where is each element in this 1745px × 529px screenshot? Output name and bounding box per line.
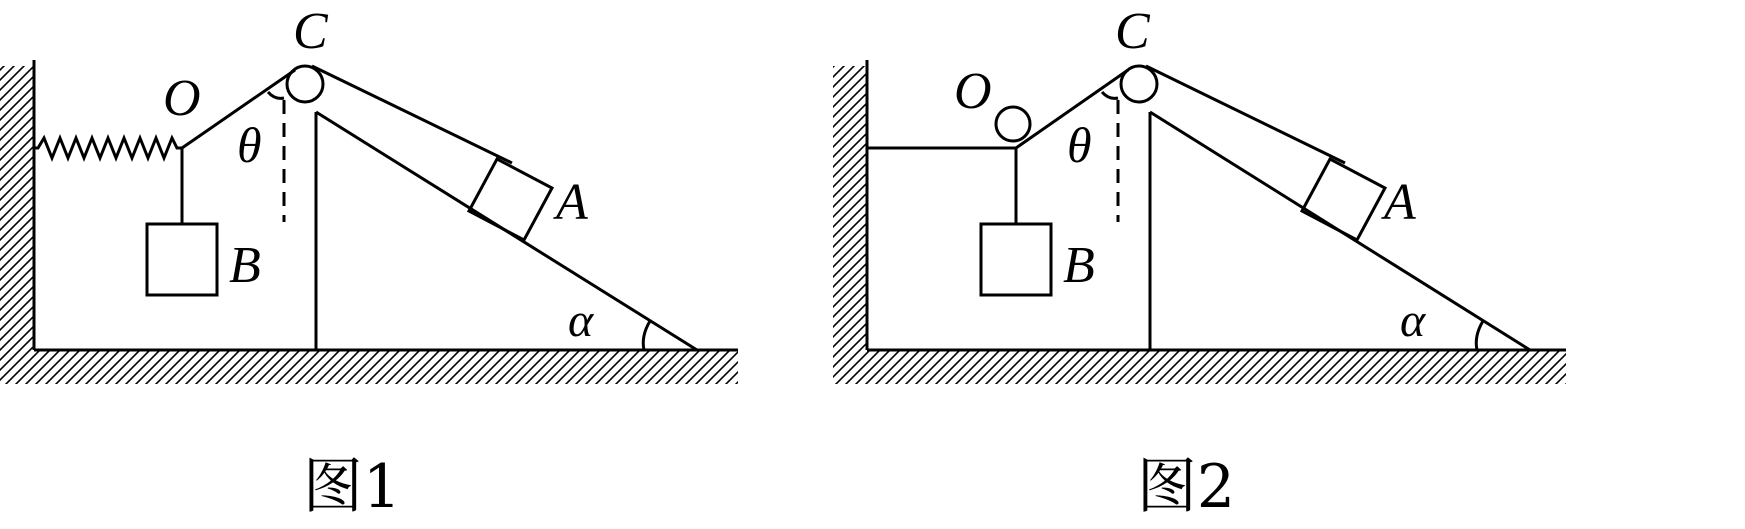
fig1-label-a: A <box>556 174 588 231</box>
fig2-theta-arc <box>1102 92 1118 98</box>
fig1-label-alpha: α <box>568 294 594 347</box>
fig1-label-o: O <box>163 70 201 127</box>
fig1-floor-hatch <box>0 350 738 384</box>
fig2-alpha-arc <box>1476 321 1483 350</box>
fig2-block-a <box>1302 159 1385 240</box>
fig2-ring-o <box>996 107 1030 141</box>
fig1-alpha-arc <box>643 321 650 350</box>
fig1-rope-ca <box>312 66 512 163</box>
fig1-label-b: B <box>229 237 261 294</box>
fig1-pulley-c <box>287 66 323 102</box>
fig2-pulley-c <box>1121 66 1157 102</box>
figure-2 <box>833 3 1566 522</box>
fig1-block-b <box>147 224 217 295</box>
fig1-spring <box>34 138 182 158</box>
fig2-block-b <box>981 224 1051 295</box>
fig2-wall-hatch <box>833 66 867 350</box>
fig1-label-theta: θ <box>237 117 262 173</box>
fig2-caption: 图2 <box>1136 452 1236 522</box>
fig2-rope-ca <box>1146 66 1345 163</box>
figure-1 <box>0 3 738 522</box>
fig2-label-alpha: α <box>1400 294 1426 347</box>
fig1-label-c: C <box>293 3 328 60</box>
fig2-label-a: A <box>1384 174 1416 231</box>
fig2-floor-hatch <box>833 350 1566 384</box>
fig1-wall-hatch <box>0 66 34 350</box>
fig2-label-c: C <box>1115 3 1150 60</box>
fig1-caption: 图1 <box>302 452 402 522</box>
fig2-label-b: B <box>1063 237 1095 294</box>
fig1-theta-arc <box>268 92 284 98</box>
fig2-label-theta: θ <box>1067 117 1092 173</box>
fig2-label-o: O <box>954 63 992 120</box>
fig1-block-a <box>469 159 552 240</box>
